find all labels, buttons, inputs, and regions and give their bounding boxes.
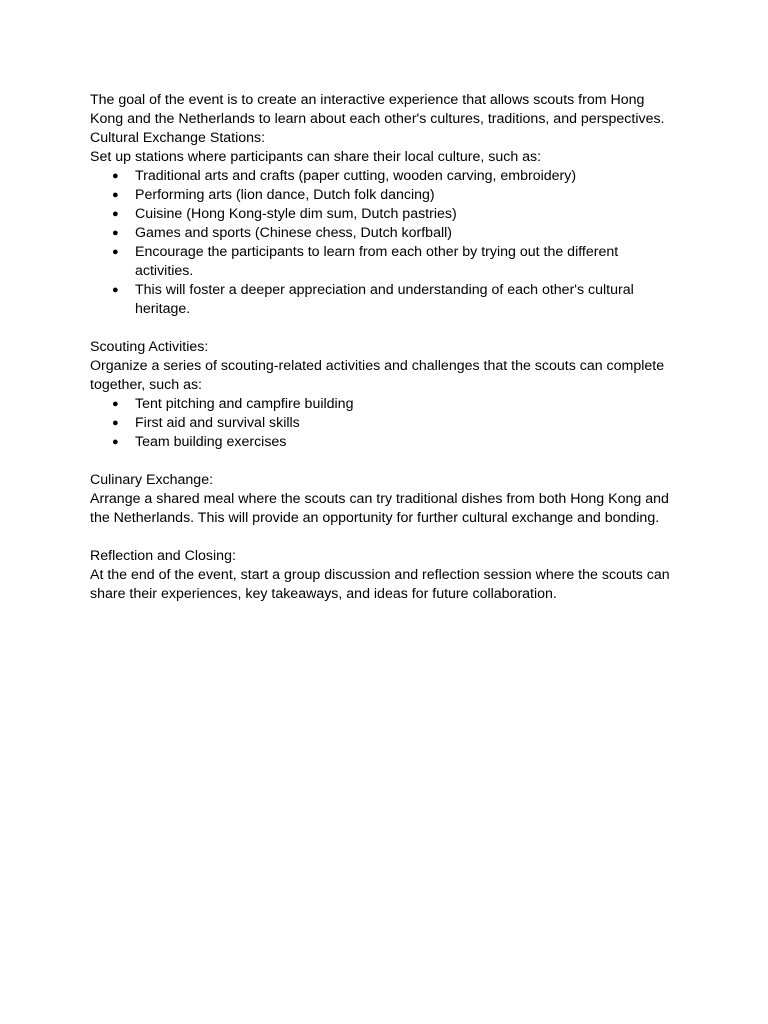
list-item bbox=[90, 281, 678, 319]
section-scouting-activities bbox=[90, 338, 678, 452]
bullet-icon: ● bbox=[112, 170, 119, 182]
list-item-text: First aid and survival skills bbox=[135, 415, 300, 431]
list-item-text: This will foster a deeper appreciation and understanding of each other's cultural heritage. bbox=[135, 282, 634, 317]
section-body: Arrange a shared meal where the scouts can try traditional dishes from both Hong Kong and the Netherlands. This will provide an opportunity for further cultural exchange and bonding. bbox=[90, 491, 669, 526]
list-item bbox=[90, 167, 678, 186]
list-item-text: Tent pitching and campfire building bbox=[135, 396, 354, 412]
section-body: At the end of the event, start a group discussion and reflection session where the scouts can share their experiences, key takeaways, and ideas for future collaboration. bbox=[90, 567, 670, 602]
bullet-icon: ● bbox=[112, 398, 119, 410]
list-item-text: Encourage the participants to learn from each other by trying out the different activities. bbox=[135, 244, 619, 279]
bullet-icon: ● bbox=[112, 436, 119, 448]
section-reflection-and-closing bbox=[90, 547, 678, 604]
list-item bbox=[90, 395, 678, 414]
section-heading: Scouting Activities: bbox=[90, 339, 209, 355]
section-body: Set up stations where participants can share their local culture, such as: bbox=[90, 149, 542, 165]
list-item-text: Games and sports (Chinese chess, Dutch korfball) bbox=[135, 225, 452, 241]
bullet-icon: ● bbox=[112, 246, 119, 258]
list-item-text: Performing arts (lion dance, Dutch folk dancing) bbox=[135, 187, 435, 203]
bullet-icon: ● bbox=[112, 189, 119, 201]
list-item-text: Team building exercises bbox=[135, 434, 287, 450]
list-item bbox=[90, 186, 678, 205]
bullet-icon: ● bbox=[112, 284, 119, 296]
intro-paragraph: The goal of the event is to create an interactive experience that allows scouts from Hong Kong and the Netherlands to learn about each other's cultures, traditions, and perspectives. bbox=[90, 92, 665, 127]
bullet-list bbox=[90, 167, 678, 319]
bullet-icon: ● bbox=[112, 208, 119, 220]
list-item bbox=[90, 205, 678, 224]
list-item bbox=[90, 243, 678, 281]
bullet-icon: ● bbox=[112, 417, 119, 429]
section-culinary-exchange bbox=[90, 471, 678, 528]
section-heading: Cultural Exchange Stations: bbox=[90, 130, 266, 146]
list-item bbox=[90, 224, 678, 243]
section-cultural-exchange-stations bbox=[90, 129, 678, 319]
section-body: Organize a series of scouting-related activities and challenges that the scouts can complete together, such as: bbox=[90, 358, 665, 393]
list-item bbox=[90, 414, 678, 433]
list-item-text: Traditional arts and crafts (paper cutting, wooden carving, embroidery) bbox=[135, 168, 577, 184]
section-heading: Culinary Exchange: bbox=[90, 472, 214, 488]
bullet-list bbox=[90, 395, 678, 452]
list-item bbox=[90, 433, 678, 452]
list-item-text: Cuisine (Hong Kong-style dim sum, Dutch pastries) bbox=[135, 206, 457, 222]
bullet-icon: ● bbox=[112, 227, 119, 239]
section-heading: Reflection and Closing: bbox=[90, 548, 236, 564]
